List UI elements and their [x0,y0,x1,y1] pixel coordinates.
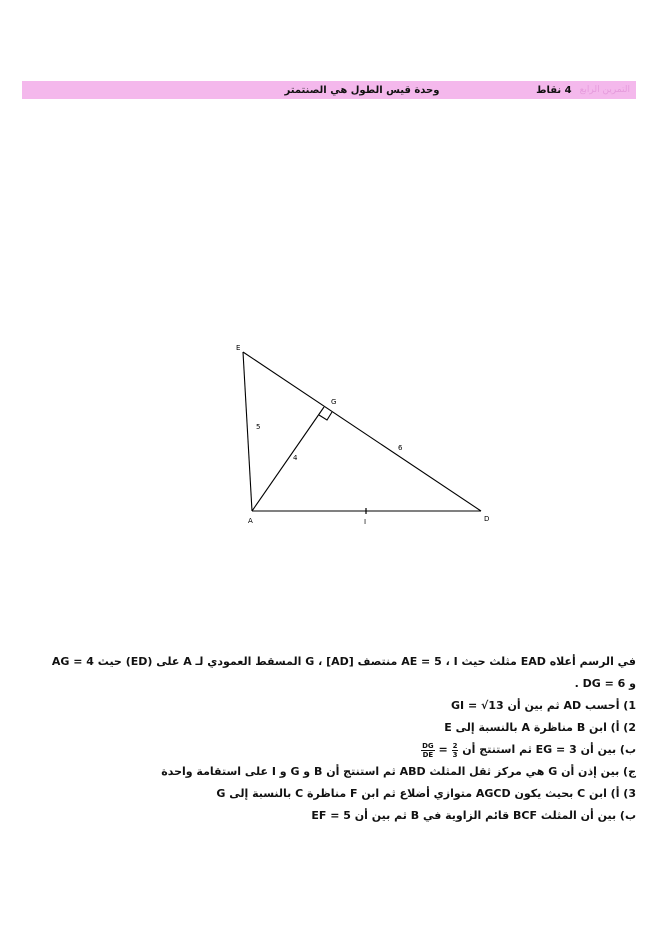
question-2b [16,739,636,761]
intro-line-1: في الرسم أعلاه EAD مثلث حيث AE = 5 ، I منتصف [AD] ، G المسقط العمودي لـ A على (ED) حيث AG = 4 [51,655,636,668]
question-2c: ج) بين إذن أن G هي مركز ثقل المثلث ABD ثم استنتج أن B و G و I على استقامة واحدة [161,765,636,778]
segment-AG [252,407,324,511]
exercise-points: 4 نقاط [536,84,572,96]
intro-line-2: و DG = 6 . [574,677,636,690]
measure-AE: 5 [256,423,261,431]
label-I: I [364,518,367,526]
label-E: E [236,344,241,352]
question-2a: 2) أ) ابن B مناظرة A بالنسبة إلى E [444,721,636,734]
question-2b-text: ب) بين أن EG = 3 ثم استنتج أن [462,743,636,756]
exercise-header-right [536,85,630,96]
exercise-header-band [22,81,636,99]
question-2b-formula [421,739,458,761]
question-3b: ب) بين أن المثلث BCF قائم الزاوية في B ثم بين أن EF = 5 [311,809,636,822]
label-A: A [248,517,253,525]
label-G: G [331,398,337,406]
fraction-two-thirds [452,742,459,759]
measure-GD: 6 [398,444,403,452]
fraction-two-thirds-num: 2 [452,741,458,750]
measure-AG: 4 [293,454,298,462]
exercise-number-label: التمرين الرابع [579,85,630,95]
fraction-two-thirds-den: 3 [452,750,458,759]
segment-ED [243,352,481,511]
unit-note: وحدة قيس الطول هي الصنتمتر [284,84,440,96]
equals-sign: = [438,743,448,756]
question-3a: 3) أ) ابن C بحيث يكون AGCD متوازي أضلاع ثم ابن F مناظرة C بالنسبة إلى G [216,787,636,800]
right-angle-mark [319,412,332,420]
fraction-dg-de-den: DE [422,750,434,759]
segment-EA [243,352,252,511]
fraction-dg-de-num: DG [422,741,434,750]
question-1: 1) أحسب AD ثم بين أن GI = √13 [451,699,636,712]
label-D: D [484,515,490,523]
exercise-text [16,651,636,827]
fraction-dg-de [421,742,435,759]
